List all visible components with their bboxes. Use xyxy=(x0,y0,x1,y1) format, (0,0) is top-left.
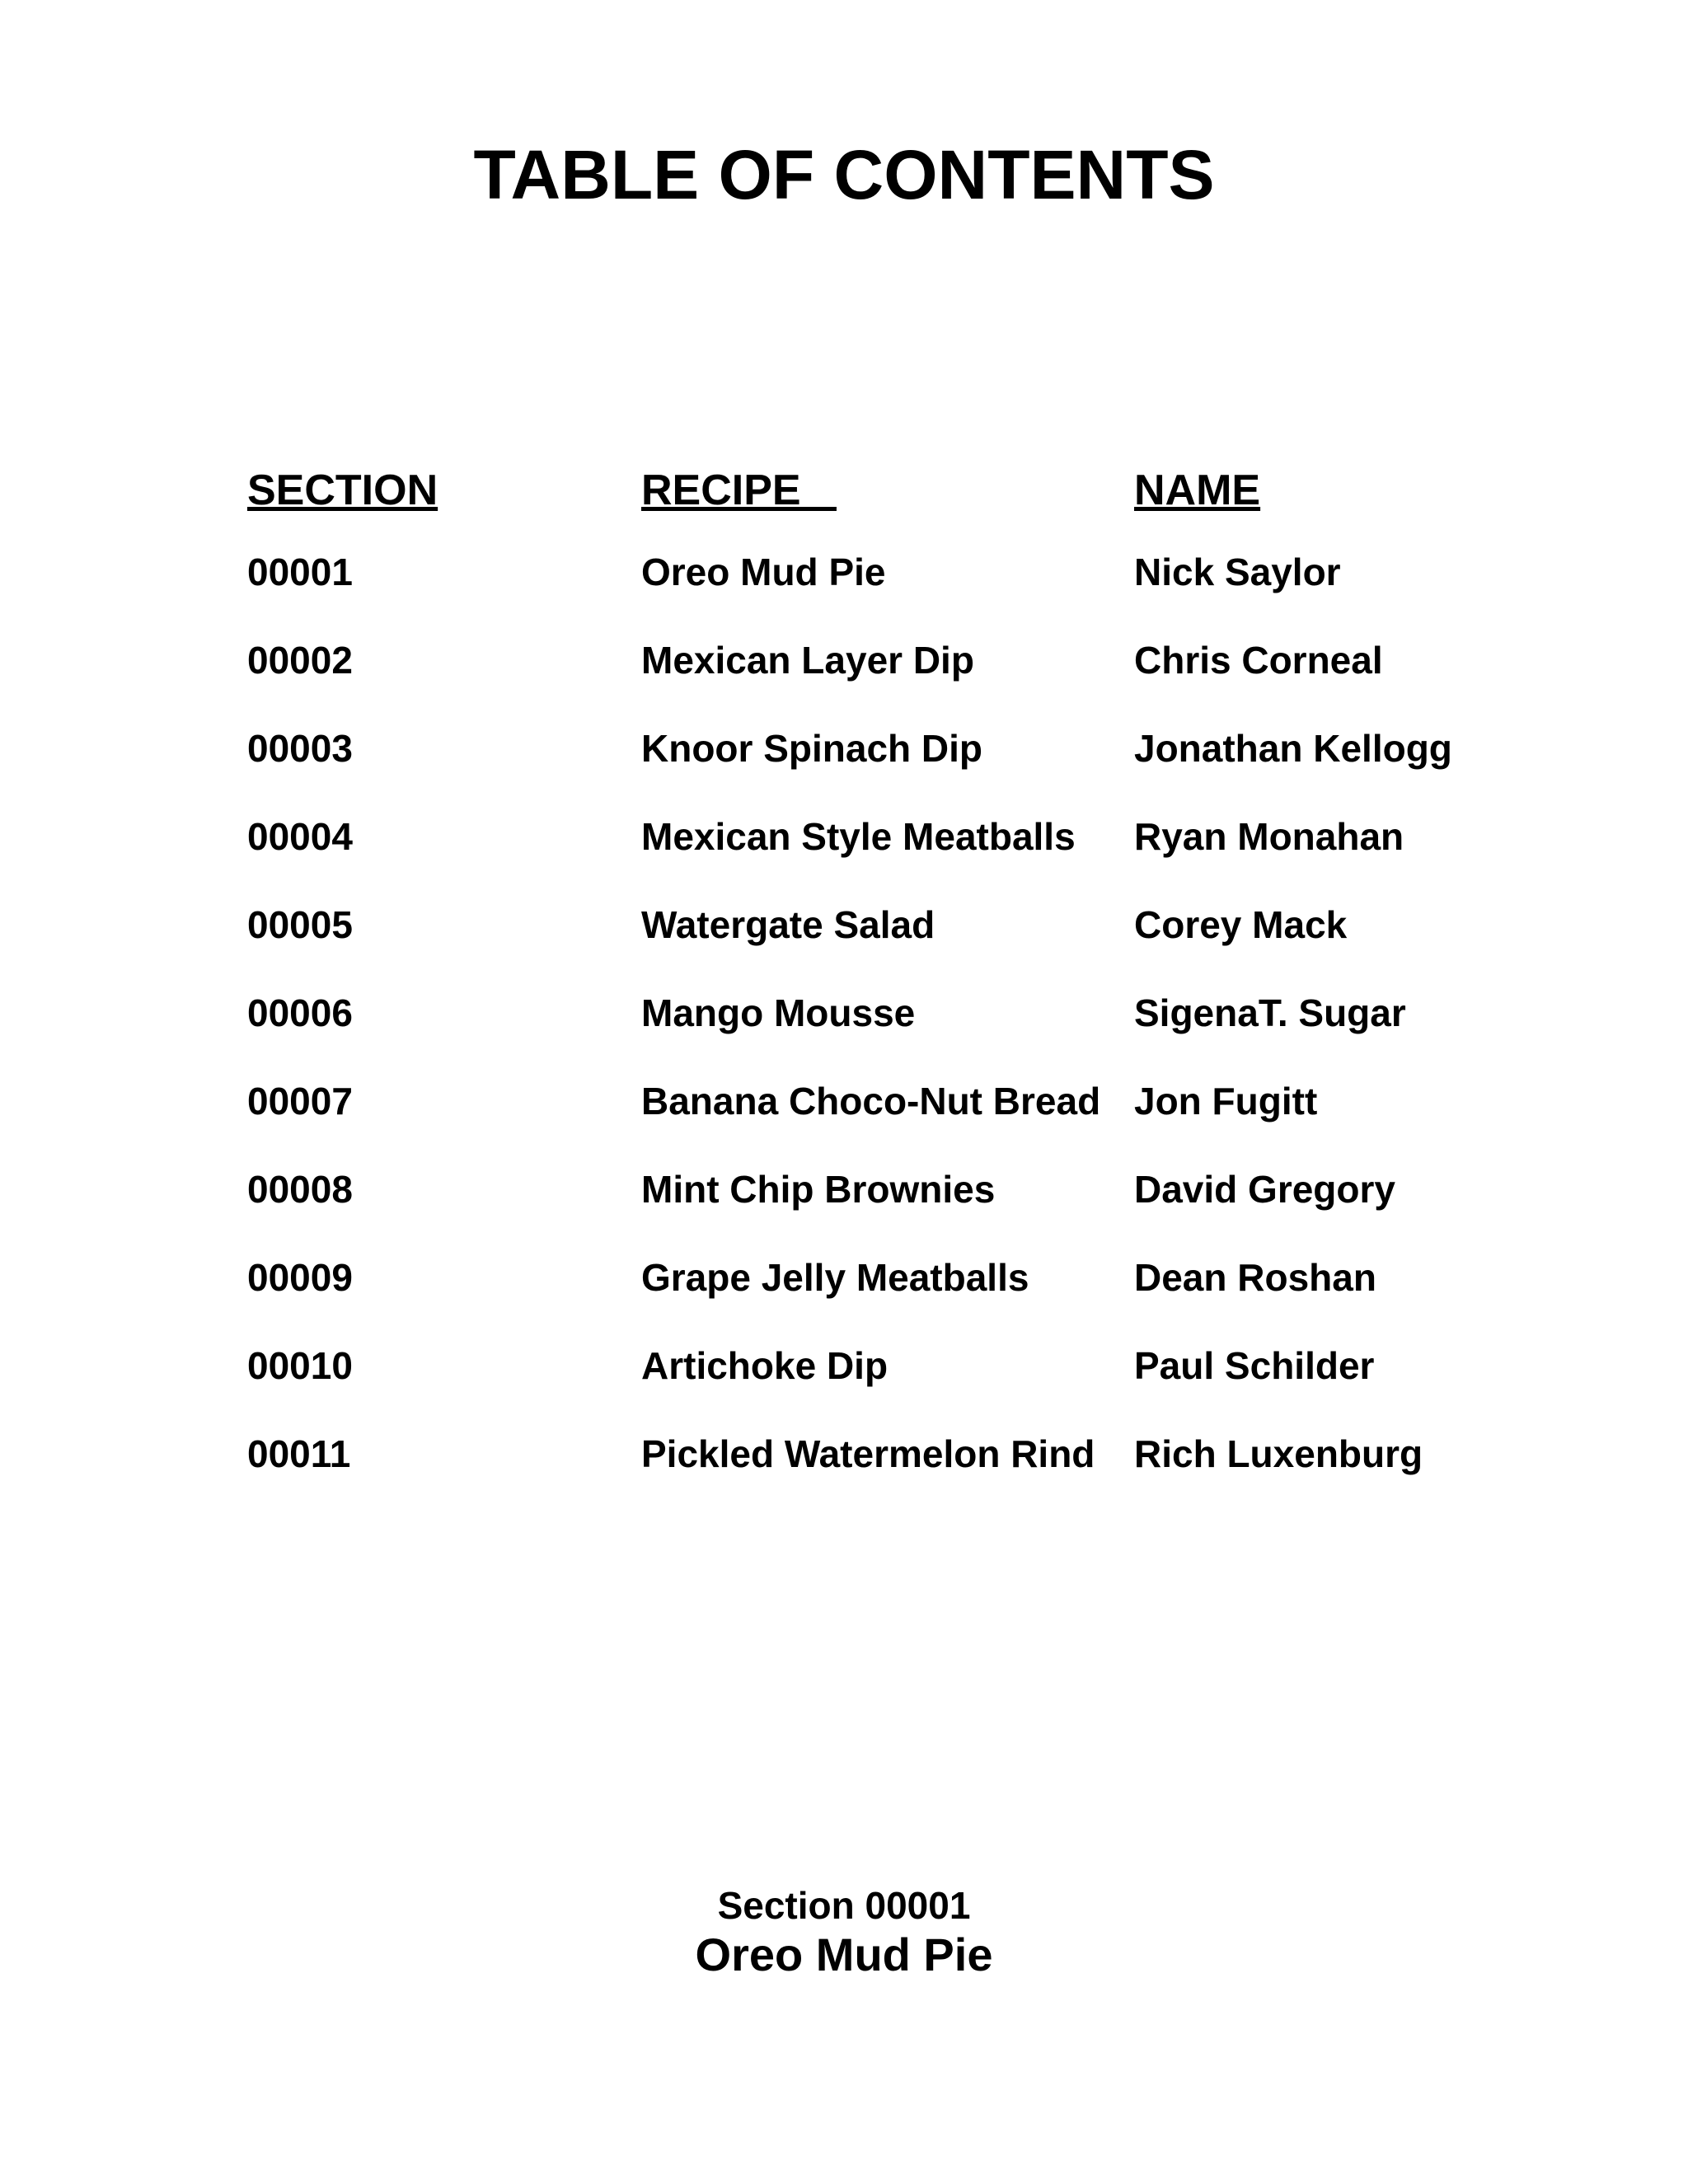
contributor-name: Jonathan Kellogg xyxy=(1134,727,1452,770)
section-recipe-title: Oreo Mud Pie xyxy=(695,1929,993,1980)
recipe-name: Mexican Style Meatballs xyxy=(641,815,1076,858)
table-row xyxy=(0,546,1688,634)
table-row xyxy=(0,634,1688,722)
recipe-name: Banana Choco-Nut Bread xyxy=(641,1080,1101,1122)
table-row xyxy=(0,1427,1688,1516)
section-column-header: SECTION xyxy=(247,466,438,514)
contributor-name: Rich Luxenburg xyxy=(1134,1432,1423,1475)
contributor-name: David Gregory xyxy=(1134,1168,1395,1211)
recipe-name: Mint Chip Brownies xyxy=(641,1168,996,1211)
section-label: Section 00001 xyxy=(717,1884,971,1927)
contributor-name: Chris Corneal xyxy=(1134,639,1383,682)
contributor-name: Nick Saylor xyxy=(1134,551,1341,593)
table-row xyxy=(0,987,1688,1075)
section-number: 00011 xyxy=(247,1432,351,1475)
contributor-name: SigenaT. Sugar xyxy=(1134,991,1406,1034)
toc-header-row xyxy=(0,462,1688,519)
table-row xyxy=(0,1075,1688,1163)
recipe-name: Oreo Mud Pie xyxy=(641,551,886,593)
recipe-name: Artichoke Dip xyxy=(641,1344,889,1387)
recipe-name: Watergate Salad xyxy=(641,903,935,946)
section-number: 00008 xyxy=(247,1168,353,1211)
section-number: 00002 xyxy=(247,639,353,682)
table-row xyxy=(0,722,1688,810)
contributor-name: Jon Fugitt xyxy=(1134,1080,1318,1122)
section-number: 00005 xyxy=(247,903,353,946)
contributor-name: Ryan Monahan xyxy=(1134,815,1404,858)
section-number: 00006 xyxy=(247,991,353,1034)
page-title: TABLE OF CONTENTS xyxy=(473,136,1215,213)
section-number: 00004 xyxy=(247,815,353,858)
table-row xyxy=(0,1163,1688,1251)
section-number: 00010 xyxy=(247,1344,353,1387)
toc-table xyxy=(0,546,1688,1516)
contributor-name: Corey Mack xyxy=(1134,903,1348,946)
table-row xyxy=(0,898,1688,987)
recipe-name: Knoor Spinach Dip xyxy=(641,727,982,770)
table-row xyxy=(0,810,1688,898)
section-number: 00007 xyxy=(247,1080,353,1122)
recipe-name: Pickled Watermelon Rind xyxy=(641,1432,1095,1475)
recipe-name: Mexican Layer Dip xyxy=(641,639,974,682)
contributor-name: Dean Roshan xyxy=(1134,1256,1376,1299)
table-row xyxy=(0,1251,1688,1339)
section-number: 00001 xyxy=(247,551,353,593)
name-column-header: NAME xyxy=(1134,466,1261,514)
table-row xyxy=(0,1339,1688,1427)
recipe-name: Mango Mousse xyxy=(641,991,916,1034)
section-number: 00003 xyxy=(247,727,353,770)
contributor-name: Paul Schilder xyxy=(1134,1344,1375,1387)
recipe-column-header: RECIPE xyxy=(641,466,837,514)
section-number: 00009 xyxy=(247,1256,353,1299)
recipe-name: Grape Jelly Meatballs xyxy=(641,1256,1029,1299)
